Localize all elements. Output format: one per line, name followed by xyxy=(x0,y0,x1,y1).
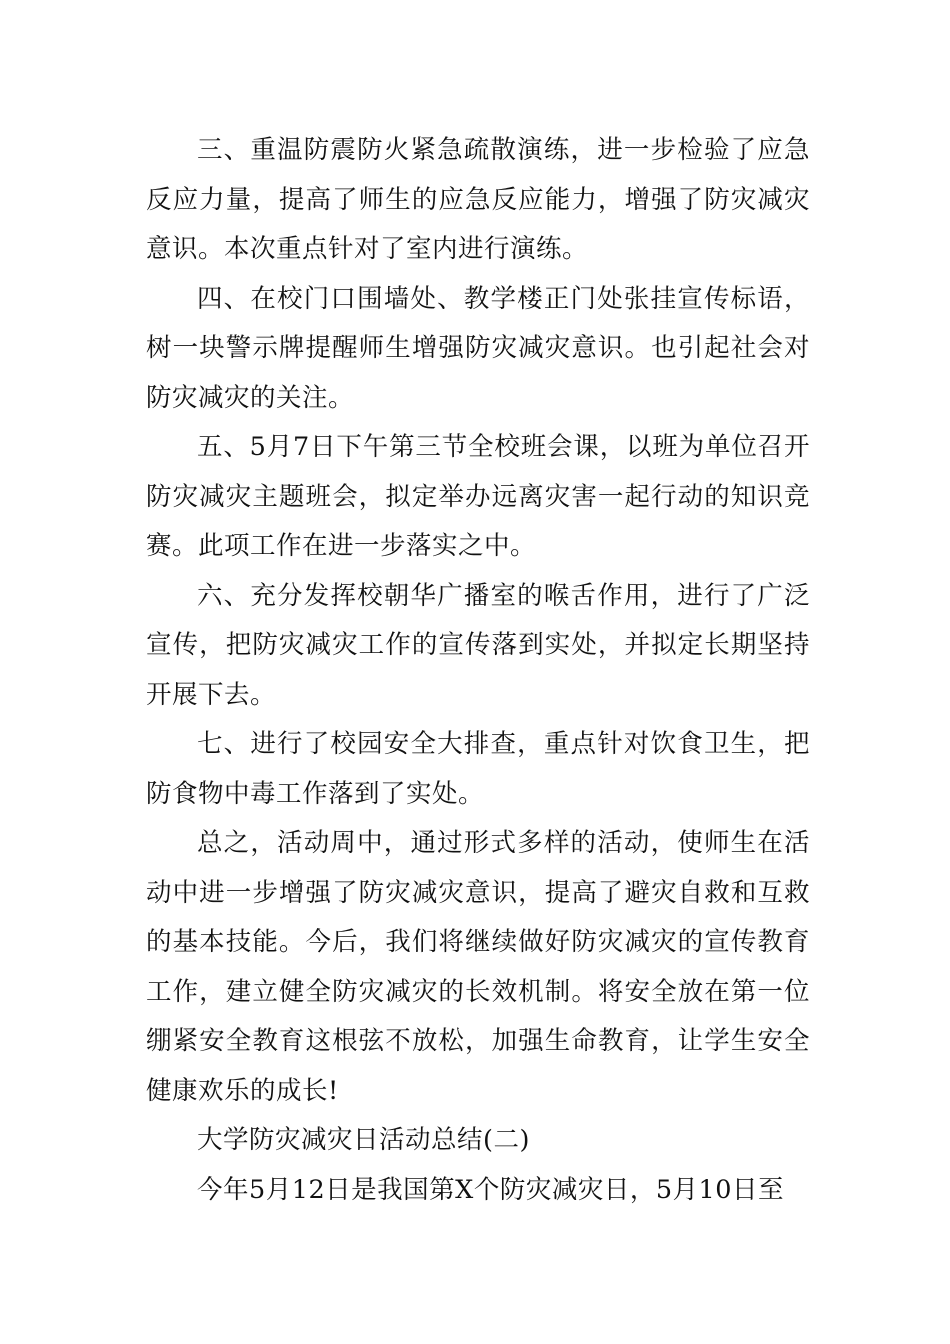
paragraph-broadcast: 六、充分发挥校朝华广播室的喉舌作用，进行了广泛宣传，把防灾减灾工作的宣传落到实处，并拟定长期坚持开展下去。 xyxy=(146,580,810,710)
paragraph-drill: 三、重温防震防火紧急疏散演练，进一步检验了应急反应力量，提高了师生的应急反应能力，增强了防灾减灾意识。本次重点针对了室内进行演练。 xyxy=(146,135,810,264)
paragraph-slogans: 四、在校门口围墙处、教学楼正门处张挂宣传标语，树一块警示牌提醒师生增强防灾减灾意识。也引起社会对防灾减灾的关注。 xyxy=(146,283,810,413)
paragraph-intro: 今年5月12日是我国第X个防灾减灾日，5月10日至 xyxy=(197,1174,784,1205)
paragraph-safety-inspection: 七、进行了校园安全大排查，重点针对饮食卫生，把防食物中毒工作落到了实处。 xyxy=(146,729,810,809)
paragraph-class-meeting: 五、5月7日下午第三节全校班会课，以班为单位召开防灾减灾主题班会，拟定举办远离灾害一起行动的知识竞赛。此项工作在进一步落实之中。 xyxy=(146,432,810,561)
section-title: 大学防灾减灾日活动总结(二) xyxy=(197,1125,530,1155)
paragraph-summary: 总之，活动周中，通过形式多样的活动，使师生在活动中进一步增强了防灾减灾意识，提高了避灾自救和互救的基本技能。今后，我们将继续做好防灾减灾的宣传教育工作，建立健全防灾减灾的长效机制。将安全放在第一位绷紧安全教育这根弦不放松，加强生命教育，让学生安全健康欢乐的成长! xyxy=(146,828,810,1106)
